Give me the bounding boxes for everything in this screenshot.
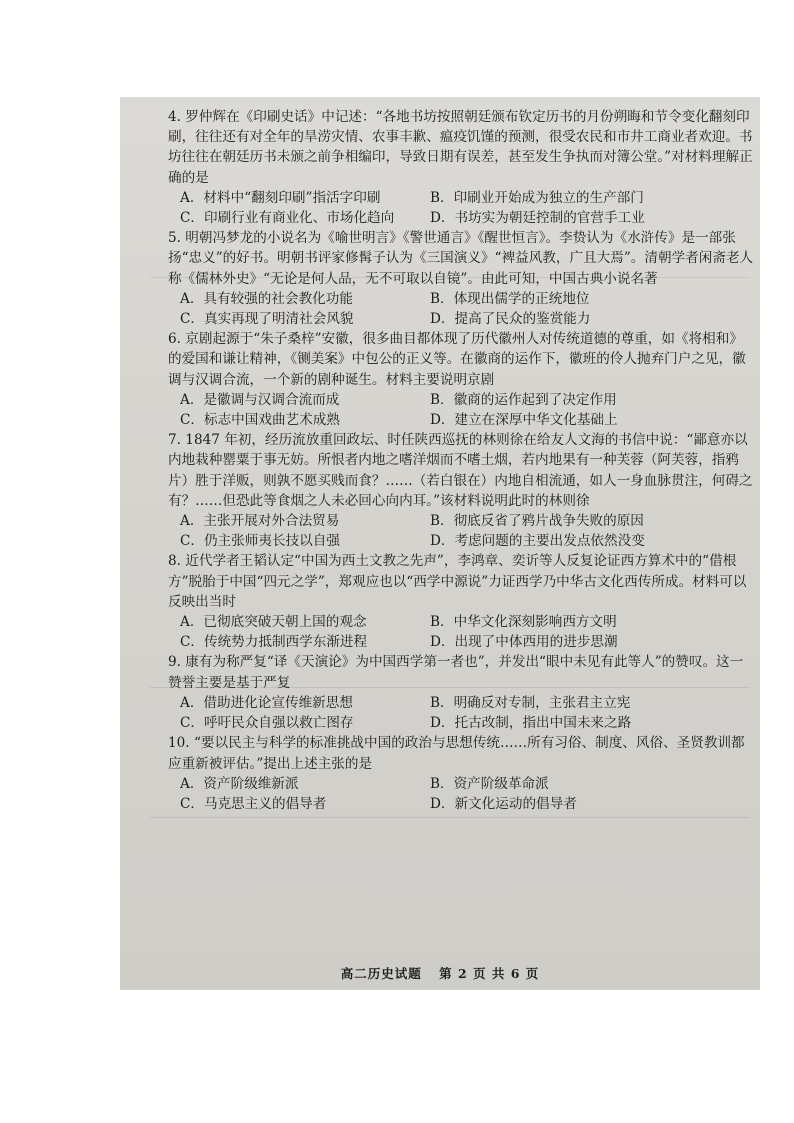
options (168, 390, 756, 430)
option-a: A．具有较强的社会教化功能 (180, 290, 353, 307)
option-b: B．中华文化深刻影响西方文明 (430, 614, 617, 631)
question-stem: 10. “要以民主与科学的标准挑战中国的政治与思想传统……所有习俗、制度、风俗、圣贤教训都应重新被评估。”提出上述主张的是 (168, 735, 745, 772)
bleed-through-line (150, 817, 750, 818)
question-stem: 9. 康有为称严复“译《天演论》为中国西学第一者也”，并发出“眼中未见有此等人”的赞叹。这一赞誉主要是基于严复 (168, 654, 744, 691)
option-b: B．资产阶级革命派 (430, 775, 549, 792)
option-c: C．马克思主义的倡导者 (180, 795, 327, 812)
option-b: B．印刷业开始成为独立的生产部门 (430, 189, 644, 206)
option-d: D．新文化运动的倡导者 (430, 795, 577, 812)
option-b: B．明确反对专制，主张君主立宪 (430, 694, 631, 711)
question-8 (168, 551, 756, 652)
option-d: D．托古改制，指出中国未来之路 (430, 715, 632, 732)
question-10 (168, 733, 756, 814)
footer-page-number: 第 2 页 共 6 页 (439, 966, 540, 981)
question-stem: 7. 1847 年初，经历流放重回政坛、时任陕西巡抚的林则徐在给友人文海的书信中说：“鄙意亦以内地栽种罂粟于事无妨。所恨者内地之嗜洋烟而不嗜土烟，若内地果有一种芙蓉（阿芙蓉，指鸦片）胜于洋贩，则孰不愿买贱而食？……（若白银在）内地自相流通，如人一身血脉贯注，何碍之有？……但恐此等食烟之人未必回心向内耳。”该材料说明此时的林则徐 (168, 432, 753, 509)
options (168, 511, 756, 551)
options (168, 612, 756, 652)
option-d: D．建立在深厚中华文化基础上 (430, 412, 618, 429)
option-b: B．徽商的运作起到了决定作用 (430, 391, 617, 408)
options (168, 289, 756, 329)
option-d: D．出现了中体西用的进步思潮 (430, 634, 618, 651)
option-c: C．仍主张师夷长技以自强 (180, 533, 340, 550)
option-c: C．传统势力抵制西学东渐进程 (180, 634, 368, 651)
option-d: D．书坊实为朝廷控制的官营手工业 (430, 210, 645, 227)
options (168, 774, 756, 814)
footer-subject: 高二历史试题 (340, 966, 422, 981)
option-b: B．彻底反省了鸦片战争失败的原因 (430, 513, 644, 530)
option-a: A．借助进化论宣传维新思想 (180, 694, 353, 711)
option-c: C．呼吁民众自强以救亡图存 (180, 715, 354, 732)
option-a: A．已彻底突破天朝上国的观念 (180, 614, 367, 631)
option-c: C．真实再现了明清社会风貌 (180, 311, 354, 328)
question-stem: 8. 近代学者王韬认定“中国为西土文教之先声”，李鸿章、奕䜣等人反复论证西方算术中的“借根方”脱胎于中国“四元之学”，郑观应也以“西学中源说”力证西学乃中华古文化西传所成。材料可以反映出当时 (168, 553, 747, 610)
option-b: B．体现出儒学的正统地位 (430, 290, 590, 307)
question-list (168, 107, 756, 814)
option-a: A．资产阶级维新派 (180, 775, 299, 792)
option-d: D．提高了民众的鉴赏能力 (430, 311, 591, 328)
options (168, 188, 756, 228)
options (168, 693, 756, 733)
question-5 (168, 228, 756, 329)
question-stem: 5. 明朝冯梦龙的小说名为《喻世明言》《警世通言》《醒世恒言》。李贽认为《水浒传》是一部张扬“忠义”的好书。明朝书评家修髯子认为《三国演义》“裨益风教，广且大焉”。清朝学者闲斋老人称《儒林外史》“无论是何人品，无不可取以自镜”。由此可知，中国古典小说名著 (168, 230, 754, 287)
question-9 (168, 652, 756, 733)
option-a: A．是徽调与汉调合流而成 (180, 391, 340, 408)
question-stem: 4. 罗仲辉在《印刷史话》中记述：“各地书坊按照朝廷颁布钦定历书的月份朔晦和节令变化翻刻印刷，往往还有对全年的旱涝灾情、农事丰歉、瘟疫饥馑的预测，很受农民和市井工商业者欢迎。书坊往往在朝廷历书未颁之前争相编印，导致日期有误差，甚至发生争执而对簿公堂。”对材料理解正确的是 (168, 109, 753, 186)
option-a: A．主张开展对外合法贸易 (180, 513, 340, 530)
page-footer (120, 964, 760, 982)
option-c: C．标志中国戏曲艺术成熟 (180, 412, 340, 429)
option-c: C．印刷行业有商业化、市场化趋向 (180, 210, 395, 227)
option-a: A．材料中“翻刻印刷”指活字印刷 (180, 189, 381, 206)
question-4 (168, 107, 756, 228)
question-stem: 6. 京剧起源于“朱子桑梓”安徽，很多曲目都体现了历代徽州人对传统道德的尊重，如《将相和》的爱国和谦让精神，《铡美案》中包公的正义等。在徽商的运作下，徽班的伶人抛弃门户之见，徽调与汉调合流，一个新的剧种诞生。材料主要说明京剧 (168, 331, 746, 388)
question-6 (168, 329, 756, 430)
option-d: D．考虑问题的主要出发点依然没变 (430, 533, 645, 550)
exam-page (120, 97, 760, 990)
question-7 (168, 430, 756, 551)
